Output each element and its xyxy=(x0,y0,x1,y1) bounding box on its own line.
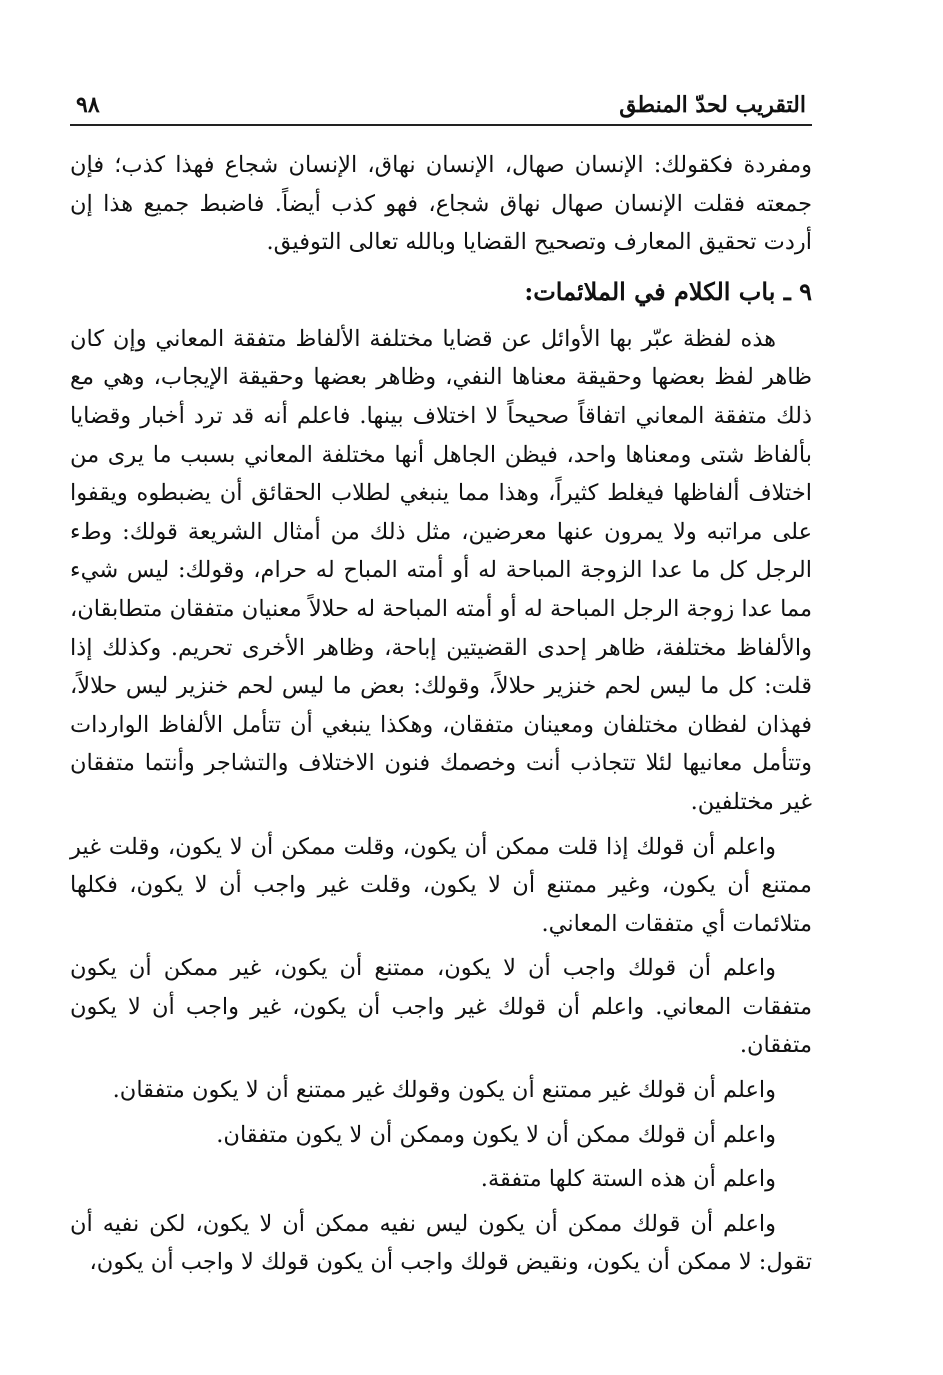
paragraph: واعلم أن هذه الستة كلها متفقة. xyxy=(480,1166,776,1193)
book-page xyxy=(70,88,812,1288)
paragraph: واعلم أن قولك غير ممتنع أن يكون وقولك غير ممتنع أن لا يكون متفقان. xyxy=(112,1077,776,1104)
paragraph: واعلم أن قولك واجب أن لا يكون، ممتنع أن يكون، غير ممكن أن يكون متفقات المعاني. واعلم أن قولك غير واجب أن يكون، غير واجب أن لا يكون متفقان. xyxy=(70,955,812,1059)
paragraph: واعلم أن قولك ممكن أن يكون ليس نفيه ممكن أن لا يكون، لكن نفيه أن تقول: لا ممكن أن يكون، ونقيض قولك واجب أن يكون قولك لا واجب أن يكون، xyxy=(70,1210,812,1276)
section-heading: ٩ ـ باب الكلام في الملائمات: xyxy=(524,276,812,306)
paragraph: هذه لفظة عبّر بها الأوائل عن قضايا مختلفة الألفاظ متفقة المعاني وإن كان ظاهر لفظ بعضها وحقيقة معناها النفي، وظاهر بعضها وحقيقة الإيجاب، وهي مع ذلك متفقة المعاني اتفاقاً صحيحاً لا اختلاف بينها. فاعلم أنه قد ترد أخبار وقضايا بألفاظ شتى ومعناها واحد، فيظن الجاهل أنها مختلفة المعاني بسبب ما يرى من اختلاف ألفاظها فيغلط كثيراً، وهذا مما ينبغي لطلاب الحقائق أن يضبطوه ويقفوا على مراتبه ولا يمرون عنها معرضين، مثل ذلك من أمثال الشريعة قولك: وطء الرجل كل ما عدا الزوجة المباحة له أو أمته المباح له حرام، وقولك: ليس شيء مما عدا زوجة الرجل المباحة له أو أمته المباحة له حلالاً معنيان متفقان متطابقان، والألفاظ مختلفة، ظاهر إحدى القضيتين إباحة، وظاهر الأخرى تحريم. وكذلك إذا قلت: كل ما ليس لحم خنزير حلالاً، وقولك: بعض ما ليس لحم خنزير ليس حلالاً، فهذان لفظان مختلفان ومعينان متفقان، وهكذا ينبغي أن تتأمل الألفاظ الواردات وتتأمل معانيها لئلا تتجاذب أنت وخصمك فنون الاختلاف والتشاجر وأنتما متفقان غير مختلفين. xyxy=(70,325,812,815)
header-rule xyxy=(70,124,812,126)
book-title: التقريب لحدّ المنطق xyxy=(619,92,806,118)
page-body xyxy=(70,146,812,1282)
paragraph: واعلم أن قولك إذا قلت ممكن أن يكون، وقلت ممكن أن لا يكون، وقلت غير ممتنع أن يكون، وغير ممتنع أن لا يكون، وقلت غير واجب أن لا يكون، فكلها متلائمات أي متفقات المعاني. xyxy=(70,833,812,937)
page-number: ٩٨ xyxy=(76,92,100,118)
paragraph: واعلم أن قولك ممكن أن لا يكون وممكن أن لا يكون متفقان. xyxy=(216,1121,776,1148)
paragraph: ومفردة فكقولك: الإنسان صهال، الإنسان نهاق، الإنسان شجاع فهذا كذب؛ فإن جمعته فقلت الإنسان صهال نهاق شجاع، فهو كذب أيضاً. فاضبط جميع هذا إن أردت تحقيق المعارف وتصحيح القضايا وبالله تعالى التوفيق. xyxy=(70,152,812,256)
running-header xyxy=(70,88,812,124)
